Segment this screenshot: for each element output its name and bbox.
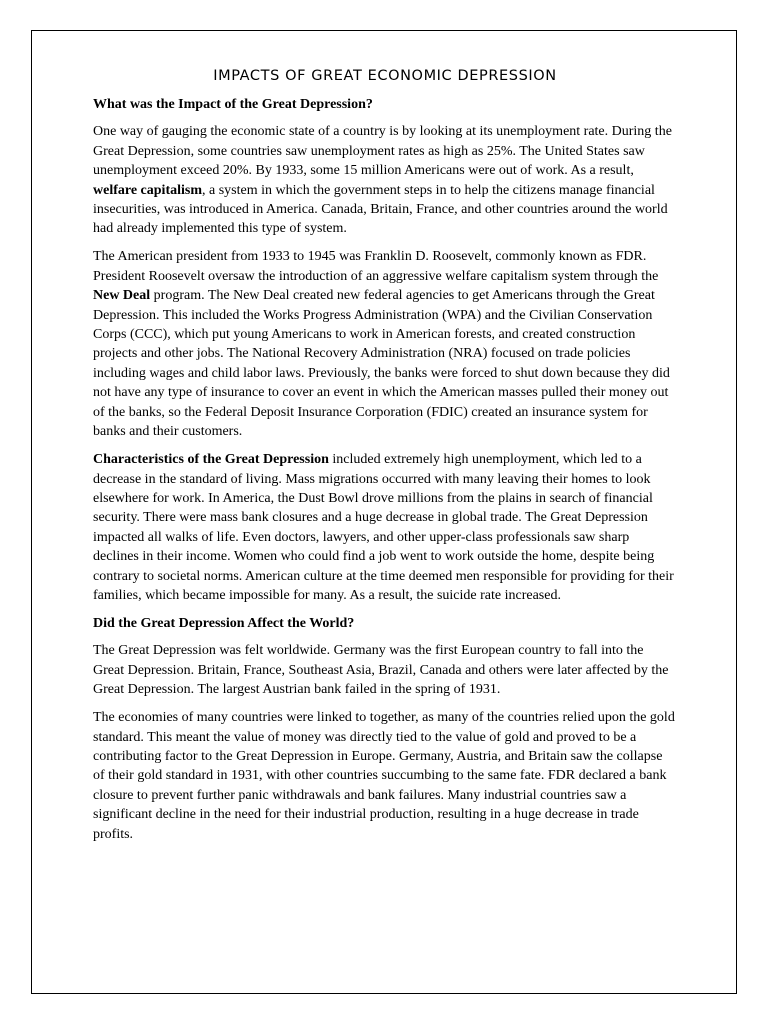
paragraph-characteristics bbox=[93, 450, 677, 605]
bold-term-characteristics: Characteristics of the Great Depression bbox=[93, 452, 329, 468]
document-title: IMPACTS OF GREAT ECONOMIC DEPRESSION bbox=[213, 68, 557, 84]
paragraph-text: included extremely high unemployment, which led to a decrease in the standard of living. Mass migrations occurred with many leaving their homes to look elsewhere for work. In America, the Dust Bowl drove millions from the plains in search of financial security. There were mass bank closures and a huge decrease in global trade. The Great Depression impacted all walks of life. Even doctors, lawyers, and other upper-class professionals saw sharp declines in their income. Women who could find a job went to work outside the home, despite being contrary to societal norms. American culture at the time deemed men responsible for providing for their families, which became impossible for many. As a result, the suicide rate increased. bbox=[93, 452, 674, 603]
paragraph-unemployment bbox=[93, 122, 677, 238]
paragraph-text: One way of gauging the economic state of a country is by looking at its unemployment rate. During the Great Depression, some countries saw unemployment rates as high as 25%. The United States saw unemployment exceed 20%. By 1933, some 15 million Americans were out of work. As a result, bbox=[93, 124, 672, 179]
paragraph-text: program. The New Deal created new federal agencies to get Americans through the Great Depression. This included the Works Progress Administration (WPA) and the Civilian Conservation Corps (CCC), which put young Americans to work in American forests, and created construction projects and other jobs. The National Recovery Administration (NRA) focused on trade policies including wages and child labor laws. Previously, the banks were forced to shut down because they did not have any type of insurance to cover an event in which the American masses pulled their money out of the banks, so the Federal Deposit Insurance Corporation (FDIC) created an insurance system for banks and their customers. bbox=[93, 288, 670, 440]
section-heading-world: Did the Great Depression Affect the World? bbox=[93, 615, 355, 631]
bold-term-new-deal: New Deal bbox=[93, 288, 151, 304]
section-heading-impact: What was the Impact of the Great Depression? bbox=[93, 97, 373, 112]
document-body bbox=[93, 62, 677, 853]
paragraph-worldwide: The Great Depression was felt worldwide. Germany was the first European country to fall into the Great Depression. Britain, France, Southeast Asia, Brazil, Canada and others were later affected by the Great Depression. The largest Austrian bank failed in the spring of 1931. bbox=[93, 643, 669, 698]
bold-term-welfare-capitalism: welfare capitalism bbox=[93, 182, 202, 198]
paragraph-new-deal bbox=[93, 247, 677, 441]
paragraph-text: The American president from 1933 to 1945 was Franklin D. Roosevelt, commonly known as FDR. President Roosevelt oversaw the introduction of an aggressive welfare capitalism system through the bbox=[93, 249, 659, 284]
paragraph-gold-standard: The economies of many countries were linked to together, as many of the countries relied upon the gold standard. This meant the value of money was directly tied to the value of gold and proved to be a contributing factor to the Great Depression in Europe. Germany, Austria, and Britain saw the collapse of their gold standard in 1931, with other countries succumbing to the same fate. FDR declared a bank closure to prevent further panic withdrawals and bank failures. Many industrial countries saw a significant decline in the need for their industrial production, resulting in a huge decrease in trade profits. bbox=[93, 710, 675, 842]
paragraph-text: , a system in which the government steps in to help the citizens manage financial insecurities, was introduced in America. Canada, Britain, France, and other countries around the world had already implemented this type of system. bbox=[93, 182, 668, 237]
